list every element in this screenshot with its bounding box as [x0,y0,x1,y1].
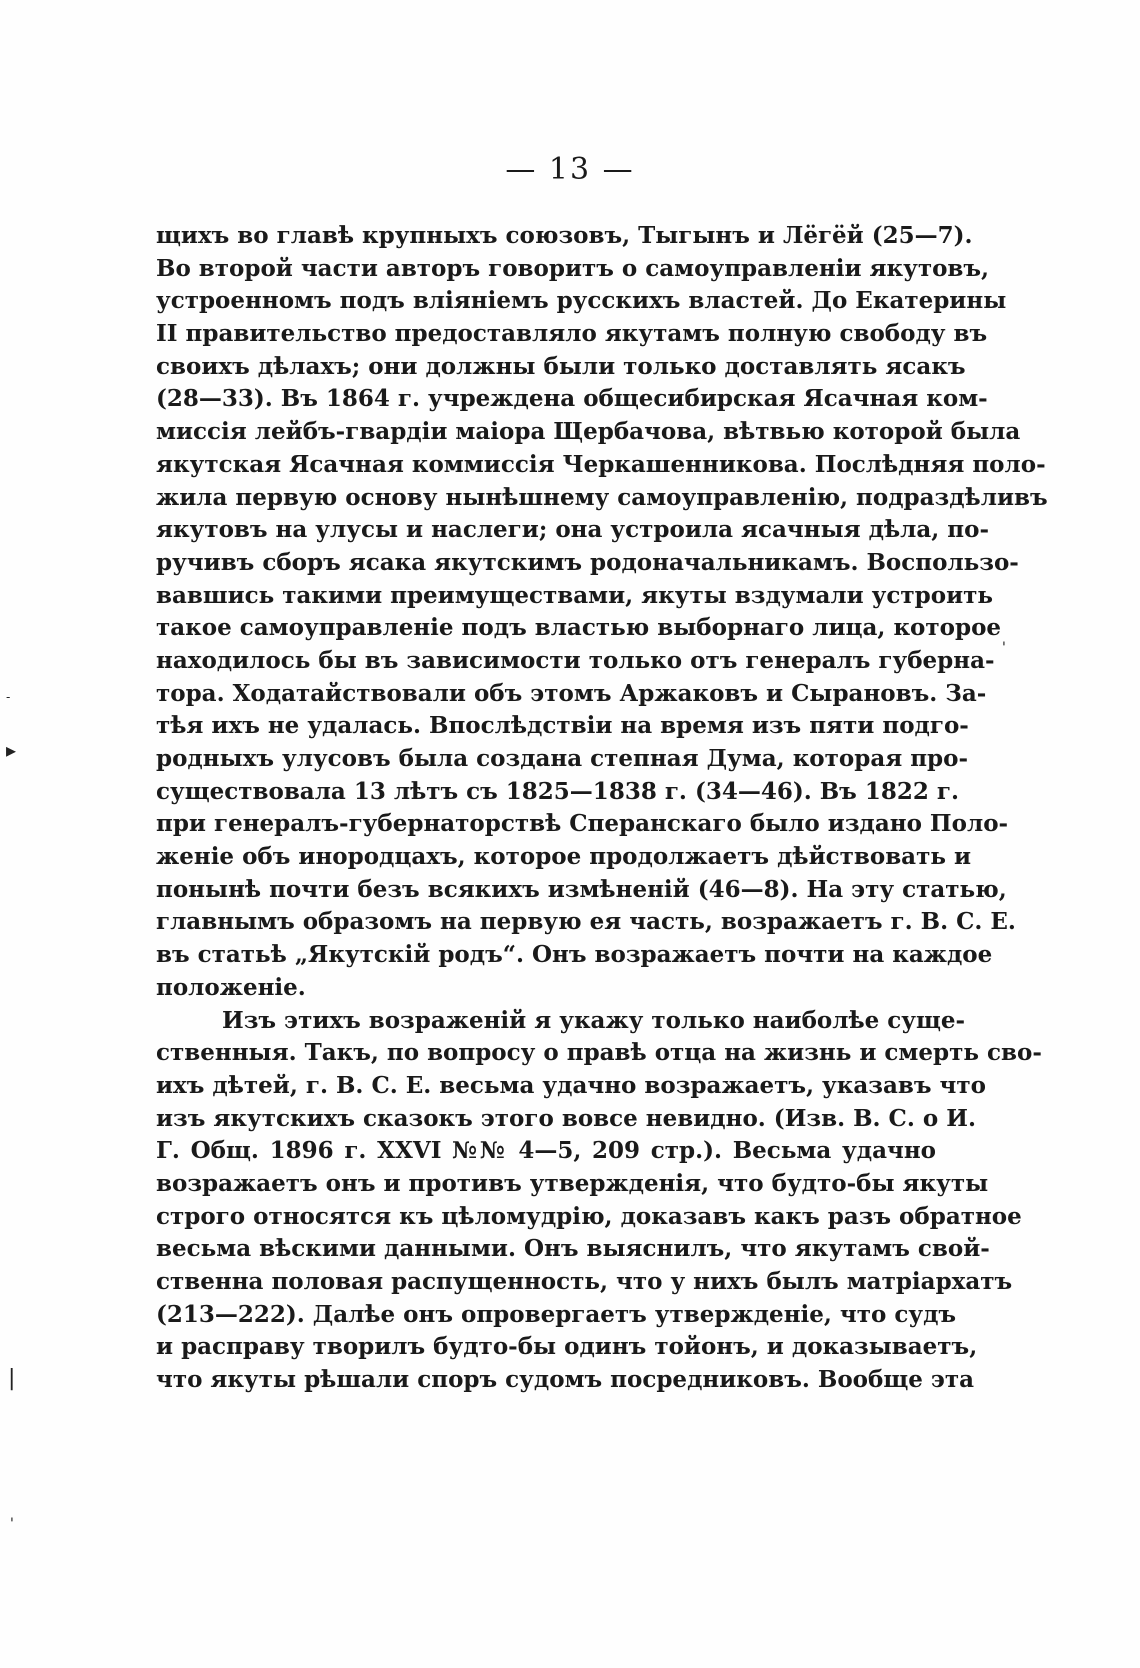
text-line: весьма вѣскими данными. Онъ выяснилъ, что якутамъ свой- [156,1235,990,1263]
text-line: положеніе. [156,973,306,1001]
text-line: понынѣ почти безъ всякихъ измѣненій (46—8). На эту статью, [156,875,1007,903]
text-line: строго относятся къ цѣломудрію, доказавъ какъ разъ обратное [156,1202,1022,1230]
text-line: вавшись такими преимуществами, якуты вздумали устроить [156,581,993,609]
text-line: Г. Общ. 1896 г. XXVI №№ 4—5, 209 стр.). Весьма удачно [156,1137,936,1165]
text-line: находилось бы въ зависимости только отъ генералъ губерна- [156,646,995,674]
text-line: миссія лейбъ-гвардіи маіора Щербачова, вѣтвью которой была [156,418,1021,446]
text-line: изъ якутскихъ сказокъ этого вовсе невидно. (Изв. В. С. о И. [156,1104,976,1132]
text-line: устроенномъ подъ вліяніемъ русскихъ властей. До Екатерины [156,287,1007,315]
text-line: II правительство предоставляло якутамъ полную свободу въ [156,320,988,348]
text-line: якутовъ на улусы и наслеги; она устроила ясачныя дѣла, по- [156,516,989,544]
text-line: такое самоуправленіе подъ властью выборнаго лица, которое [156,614,1002,642]
text-line: Изъ этихъ возраженій я укажу только наиболѣе суще- [222,1006,966,1034]
margin-mark: | [8,1366,16,1391]
paragraph-1 [156,220,1048,1005]
text-line: при генералъ-губернаторствѣ Сперанскаго было издано Поло- [156,810,1009,838]
text-line: возражаетъ онъ и противъ утвержденія, что будто-бы якуты [156,1169,989,1197]
text-line: женіе объ инородцахъ, которое продолжаетъ дѣйствовать и [156,843,972,871]
text-line: главнымъ образомъ на первую ея часть, возражаетъ г. В. С. Е. [156,908,1016,936]
text-line: (213—222). Далѣе онъ опровергаетъ утвержденіе, что судъ [156,1300,957,1328]
text-line: жила первую основу нынѣшнему самоуправленію, подраздѣливъ [156,483,1048,511]
margin-mark: ' [10,1516,14,1532]
text-line: (28—33). Въ 1864 г. учреждена общесибирская Ясачная ком- [156,385,988,413]
margin-mark: ' [1002,640,1006,656]
paragraph-2 [156,1005,1042,1397]
text-line: своихъ дѣлахъ; они должны были только доставлять ясакъ [156,352,966,380]
margin-mark: ▸ [6,738,17,762]
text-line: существовала 13 лѣтъ съ 1825—1838 г. (34—46). Въ 1822 г. [156,777,959,805]
text-line: ственна половая распущенность, что у нихъ былъ матріархатъ [156,1268,1013,1295]
text-line: щихъ во главѣ крупныхъ союзовъ, Тыгынъ и Лёгёй (25—7). [156,222,973,249]
text-line: въ статьѣ „Якутскій родъ“. Онъ возражаетъ почти на каждое [156,941,993,969]
text-line: якутская Ясачная коммиссія Черкашенникова. Послѣдняя поло- [156,450,1046,478]
margin-mark: - [6,690,11,704]
text-line: и расправу творилъ будто-бы одинъ тойонъ, и доказываетъ, [156,1333,978,1361]
text-line: родныхъ улусовъ была создана степная Дума, которая про- [156,745,969,772]
text-line: тора. Ходатайствовали объ этомъ Аржаковъ и Сырановъ. За- [156,679,987,707]
text-line: ихъ дѣтей, г. В. С. Е. весьма удачно возражаетъ, указавъ что [156,1071,986,1099]
text-line: тѣя ихъ не удалась. Впослѣдствіи на время изъ пяти подго- [156,712,969,740]
text-line: что якуты рѣшали споръ судомъ посредниковъ. Вообще эта [156,1366,975,1394]
body-text [156,220,1048,1397]
text-line: Во второй части авторъ говоритъ о самоуправленіи якутовъ, [156,254,990,282]
text-line: ручивъ сборъ ясака якутскимъ родоначальникамъ. Воспользо- [156,548,1019,576]
page-number: — 13 — [505,152,635,187]
text-line: ственныя. Такъ, по вопросу о правѣ отца на жизнь и смерть сво- [156,1039,1042,1067]
